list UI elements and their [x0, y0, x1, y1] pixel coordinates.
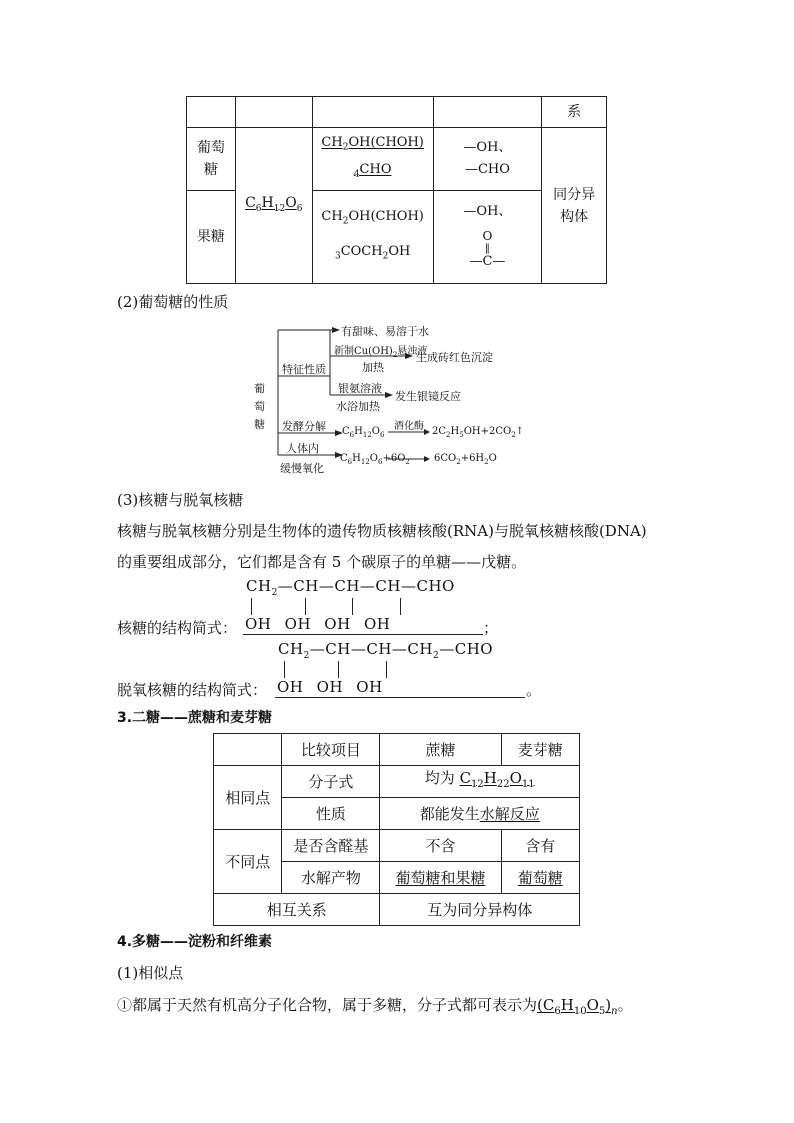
- fermentation-reactant: $C_6H_{12}O_6$: [342, 426, 385, 439]
- ribose-end: ；: [483, 619, 499, 637]
- fructose-struct-line2: $_3COCH_2OH$: [334, 244, 411, 262]
- fructose-struct-cell: [312, 191, 433, 284]
- water-bath-condition: 水浴加热: [336, 400, 380, 413]
- section-3-title: (3)核糖与脱氧核糖: [117, 491, 244, 509]
- maltose-aldehyde: 含有: [501, 830, 579, 862]
- silver-mirror-result: 发生银镜反应: [395, 390, 461, 403]
- diagram-root: 葡 萄 糖: [254, 382, 265, 431]
- cuoh-condition: 加热: [362, 361, 384, 374]
- h-item: 比较项目: [282, 734, 380, 766]
- ribose-bond: [352, 598, 353, 615]
- section-2-title: (2)葡萄糖的性质: [117, 293, 229, 311]
- formula-cell: [235, 128, 312, 284]
- silver-ammonia-reagent: 银氨溶液: [338, 382, 382, 395]
- enzyme-label: 酒化酶: [394, 421, 424, 432]
- formula-label: 分子式: [282, 766, 380, 798]
- sucrose-products: 葡萄糖和果糖: [380, 862, 501, 894]
- sweet-soluble: 有甜味、易溶于水: [341, 325, 429, 338]
- in-body-label: 人体内: [286, 442, 319, 455]
- disaccharide-formula: $C_{12}H_{22}O_{11}$: [459, 769, 535, 790]
- fructose-groups-cell: —OH、 O ‖ —C—: [433, 191, 542, 284]
- fructose-name-cell: 果糖: [187, 191, 236, 284]
- ribose-bond: [305, 598, 306, 615]
- relation-cell: 同分异 构体: [542, 128, 607, 284]
- glucose-struct-line2: $_4$CHO: [353, 162, 392, 180]
- relation-label: 相互关系: [214, 894, 380, 926]
- corner-cell: [214, 734, 282, 766]
- h-maltose: 麦芽糖: [501, 734, 579, 766]
- header-cell: [235, 97, 312, 128]
- paragraph-line-1: 核糖与脱氧核糖分别是生物体的遗传物质核糖核酸(RNA)与脱氧核糖核酸(DNA): [117, 522, 647, 540]
- aldehyde-label: 是否含醛基: [282, 830, 380, 862]
- cuoh-reagent: 新制$Cu(OH)_2$悬浊液: [334, 346, 428, 359]
- same-points: 相同点: [214, 766, 282, 830]
- paragraph-line-2: 的重要组成部分，它们都是含有 5 个碳原子的单糖——戊糖。: [117, 553, 527, 571]
- disaccharide-table: [213, 733, 580, 926]
- header-cell: [312, 97, 433, 128]
- cuoh-result: 生成砖红色沉淀: [416, 351, 493, 364]
- header-cell: [187, 97, 236, 128]
- header-relation-cell: 系: [542, 97, 607, 128]
- formula-value: 均为 $C_{12}H_{22}O_{11}$: [380, 766, 580, 798]
- deoxyribose-label: 脱氧核糖的结构简式：: [117, 681, 268, 699]
- deoxyribose-bond: [338, 661, 339, 678]
- ribose-answer-line: [243, 634, 483, 635]
- double-bond-mark: ‖: [484, 243, 490, 254]
- maltose-products: 葡萄糖: [501, 862, 579, 894]
- polysaccharide-formula: $(C_6H_{10}O_5)_n$: [537, 996, 618, 1017]
- subheading-1: (1)相似点: [117, 964, 184, 982]
- deoxyribose-answer-line: [275, 697, 525, 698]
- fermentation-label: 发酵分解: [282, 420, 326, 433]
- oxidation-reactant: $C_6H_{12}O_6+6O_2$: [340, 453, 410, 466]
- ribose-hydroxyls: OH OH OH OH: [245, 615, 391, 633]
- glucose-property-diagram: [250, 320, 550, 480]
- deoxyribose-bond: [284, 661, 285, 678]
- glucose-name-cell: 葡萄 糖: [187, 128, 236, 191]
- ribose-bond: [400, 598, 401, 615]
- slow-oxidation-label: 缓慢氧化: [280, 462, 324, 475]
- glucose-struct-cell: [312, 128, 433, 191]
- fructose-struct-line1: $CH_2OH(CHOH)$: [321, 209, 424, 227]
- monosaccharide-table: [186, 96, 607, 284]
- hydrolysis-label: 水解产物: [282, 862, 380, 894]
- deoxyribose-main-chain: $CH_2—CH—CH—CH_2—CHO$: [278, 640, 494, 661]
- glucose-groups-cell: —OH、 —CHO: [433, 128, 542, 191]
- relation-value: 互为同分异构体: [380, 894, 580, 926]
- ribose-label: 核糖的结构简式：: [117, 619, 238, 637]
- property-value: 都能发生水解反应: [380, 798, 580, 830]
- header-cell: [433, 97, 542, 128]
- diff-points: 不同点: [214, 830, 282, 894]
- heading-3: 3.二糖——蔗糖和麦芽糖: [117, 710, 273, 726]
- glucose-struct-line1: $CH_2OH(CHOH)$: [321, 135, 424, 153]
- ribose-bond: [251, 598, 252, 615]
- fermentation-product: $2C_2H_5OH+2CO_2↑$: [432, 426, 525, 439]
- molecular-formula: $C_6H_{12}O_6$: [245, 194, 303, 214]
- ribose-main-chain: $CH_2—CH—CH—CH—CHO$: [246, 577, 455, 598]
- h-sucrose: 蔗糖: [380, 734, 501, 766]
- oxidation-product: $6CO_2+6H_2O$: [434, 453, 497, 466]
- deoxyribose-end: 。: [526, 681, 542, 699]
- deoxyribose-hydroxyls: OH OH OH: [277, 678, 383, 696]
- property-label: 性质: [282, 798, 380, 830]
- point-1: ①都属于天然有机高分子化合物，属于多糖，分子式都可表示为$(C_6H_{10}O_5)_n$。: [117, 996, 633, 1017]
- deoxyribose-bond: [386, 661, 387, 678]
- sucrose-aldehyde: 不含: [380, 830, 501, 862]
- heading-4: 4.多糖——淀粉和纤维素: [117, 934, 273, 950]
- feature-property-label: 特征性质: [282, 363, 326, 376]
